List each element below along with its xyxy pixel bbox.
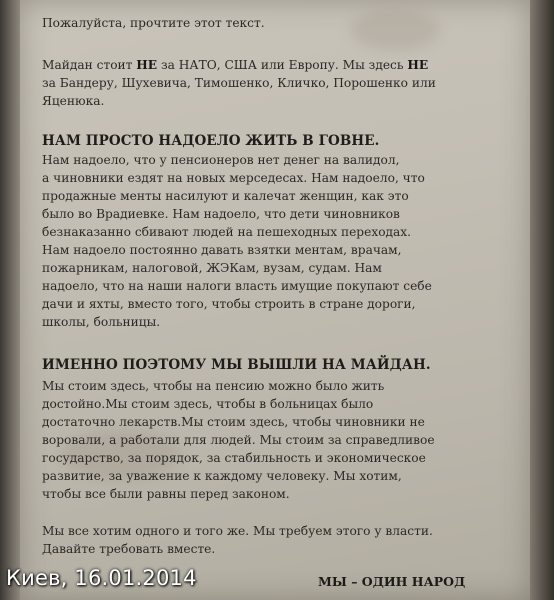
paragraph-demands bbox=[42, 377, 512, 503]
slogan: МЫ – ОДИН НАРОД bbox=[318, 574, 466, 589]
statement-line-2: за Бандеру, Шухевича, Тимошенко, Кличко, Порошенко или bbox=[42, 76, 436, 90]
paragraph-grievances bbox=[42, 151, 512, 331]
statement-line-3: Яценюка. bbox=[42, 94, 105, 108]
paragraph-line: а чиновники ездят на новых мерседесах. Нам надоело, что bbox=[42, 171, 425, 185]
paragraph-line: Нам надоело постоянно давать взятки ментам, врачам, bbox=[42, 243, 402, 257]
paragraph-line: воровали, а работали для людей. Мы стоим за справедливое bbox=[42, 433, 435, 447]
paragraph-line: надоело, что на наши налоги власть имущие покупают себе bbox=[42, 279, 432, 293]
paragraph-line: Нам надоело, что у пенсионеров нет денег на валидол, bbox=[42, 153, 400, 167]
paragraph-line: Мы все хотим одного и того же. Мы требуем этого у власти. bbox=[42, 524, 433, 538]
paragraph-line: Мы стоим здесь, чтобы на пенсию можно было жить bbox=[42, 379, 385, 393]
intro-text: Пожалуйста, прочтите этот текст. bbox=[42, 16, 265, 30]
frame-left bbox=[0, 0, 20, 600]
paragraph-line: достойно.Мы стоим здесь, чтобы в больницах было bbox=[42, 397, 374, 411]
paragraph-line: пожарникам, налоговой, ЖЭКам, вузам, судам. Нам bbox=[42, 261, 382, 275]
paragraph-line: государство, за порядок, за стабильность и экономическое bbox=[42, 451, 426, 465]
paragraph-line: было во Врадиевке. Нам надоело, что дети чиновников bbox=[42, 207, 400, 221]
paragraph-line: безнаказанно сбивают людей на пешеходных переходах. bbox=[42, 225, 412, 239]
frame-right bbox=[530, 0, 554, 600]
paragraph-line: школы, больницы. bbox=[42, 315, 161, 329]
paragraph-line: Давайте требовать вместе. bbox=[42, 542, 216, 556]
heading-maidan: ИМЕННО ПОЭТОМУ МЫ ВЫШЛИ НА МАЙДАН. bbox=[42, 357, 431, 373]
leaflet-sheet bbox=[20, 0, 530, 600]
paragraph-line: дачи и яхты, вместо того, чтобы строить в стране дороги, bbox=[42, 297, 416, 311]
paragraph-closing bbox=[42, 522, 512, 558]
statement-line-1: Майдан стоит НЕ за НАТО, США или Европу. Мы здесь НЕ bbox=[42, 58, 429, 72]
statement-paragraph bbox=[42, 56, 512, 110]
location-date-stamp: Киев, 16.01.2014 bbox=[6, 566, 197, 590]
paragraph-line: продажные менты насилуют и калечат женщин, как это bbox=[42, 189, 409, 203]
paragraph-line: чтобы все были равны перед законом. bbox=[42, 487, 290, 501]
heading-tired: НАМ ПРОСТО НАДОЕЛО ЖИТЬ В ГОВНЕ. bbox=[42, 133, 380, 149]
paragraph-line: развитие, за уважение к каждому человеку. Мы хотим, bbox=[42, 469, 402, 483]
paragraph-line: достаточно лекарств.Мы стоим здесь, чтобы чиновники не bbox=[42, 415, 425, 429]
